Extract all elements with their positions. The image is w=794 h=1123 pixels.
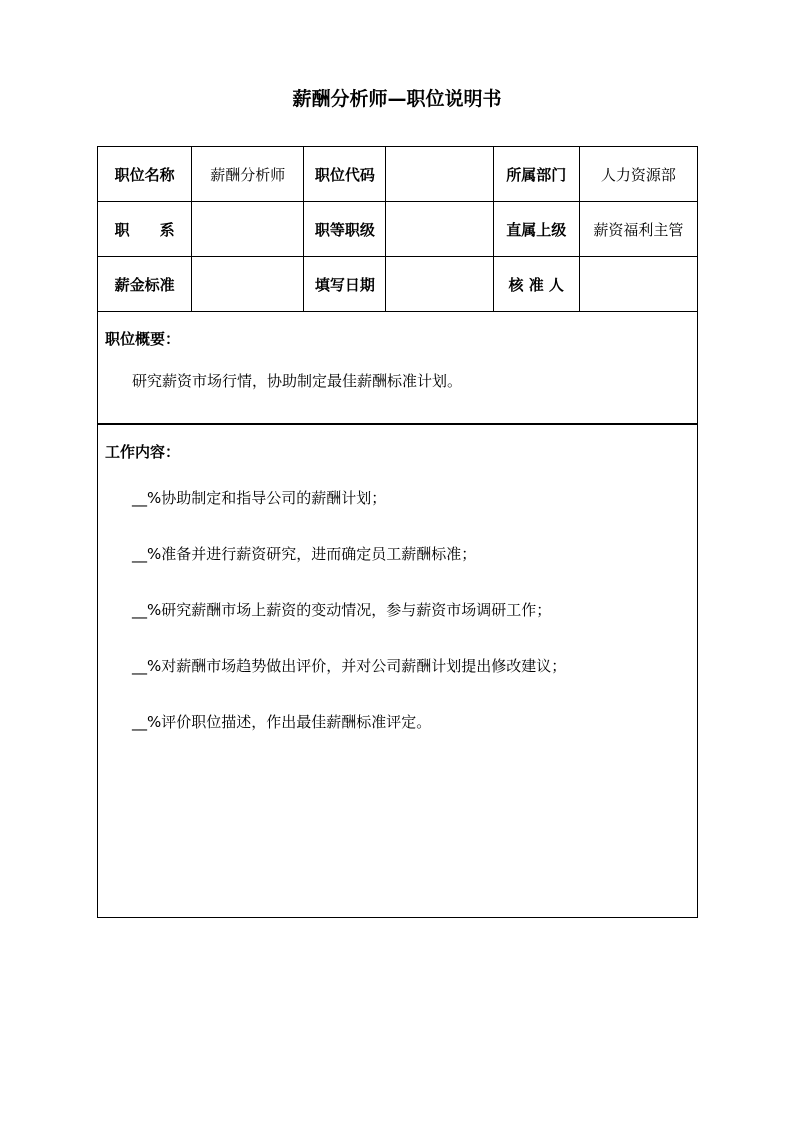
list-item: __%准备并进行薪资研究，进而确定员工薪酬标准； (132, 545, 477, 563)
fill-date-label: 填写日期 (304, 257, 386, 312)
list-item: __%评价职位描述，作出最佳薪酬标准评定。 (132, 713, 432, 731)
table-row (98, 202, 698, 257)
supervisor-value: 薪资福利主管 (579, 202, 697, 257)
job-duties-section (97, 424, 698, 918)
job-code-label: 职位代码 (304, 147, 386, 202)
job-duties-list (132, 487, 566, 767)
job-grade-value (386, 202, 493, 257)
table-row (98, 257, 698, 312)
job-grade-label: 职等职级 (304, 202, 386, 257)
job-duties-heading: 工作内容： (105, 443, 181, 461)
department-value: 人力资源部 (579, 147, 697, 202)
department-label: 所属部门 (493, 147, 579, 202)
list-item: __%对薪酬市场趋势做出评价，并对公司薪酬计划提出修改建议； (132, 657, 567, 675)
job-code-value (386, 147, 493, 202)
job-family-value (192, 202, 304, 257)
supervisor-label: 直属上级 (493, 202, 579, 257)
approver-label: 核 准 人 (493, 257, 579, 312)
salary-standard-value (192, 257, 304, 312)
job-summary-heading: 职位概要： (105, 330, 181, 348)
job-title-value: 薪酬分析师 (192, 147, 304, 202)
job-info-table (97, 146, 698, 312)
list-item: __%协助制定和指导公司的薪酬计划； (132, 489, 387, 507)
list-item: __%研究薪酬市场上薪资的变动情况，参与薪资市场调研工作； (132, 601, 552, 619)
job-summary-section (97, 312, 698, 424)
document-title: 薪酬分析师—职位说明书 (292, 88, 502, 110)
approver-value (579, 257, 697, 312)
job-family-label: 职 系 (98, 202, 192, 257)
salary-standard-label: 薪金标准 (98, 257, 192, 312)
job-summary-text: 研究薪资市场行情，协助制定最佳薪酬标准计划。 (132, 372, 463, 390)
table-row (98, 147, 698, 202)
job-title-label: 职位名称 (98, 147, 192, 202)
fill-date-value (386, 257, 493, 312)
